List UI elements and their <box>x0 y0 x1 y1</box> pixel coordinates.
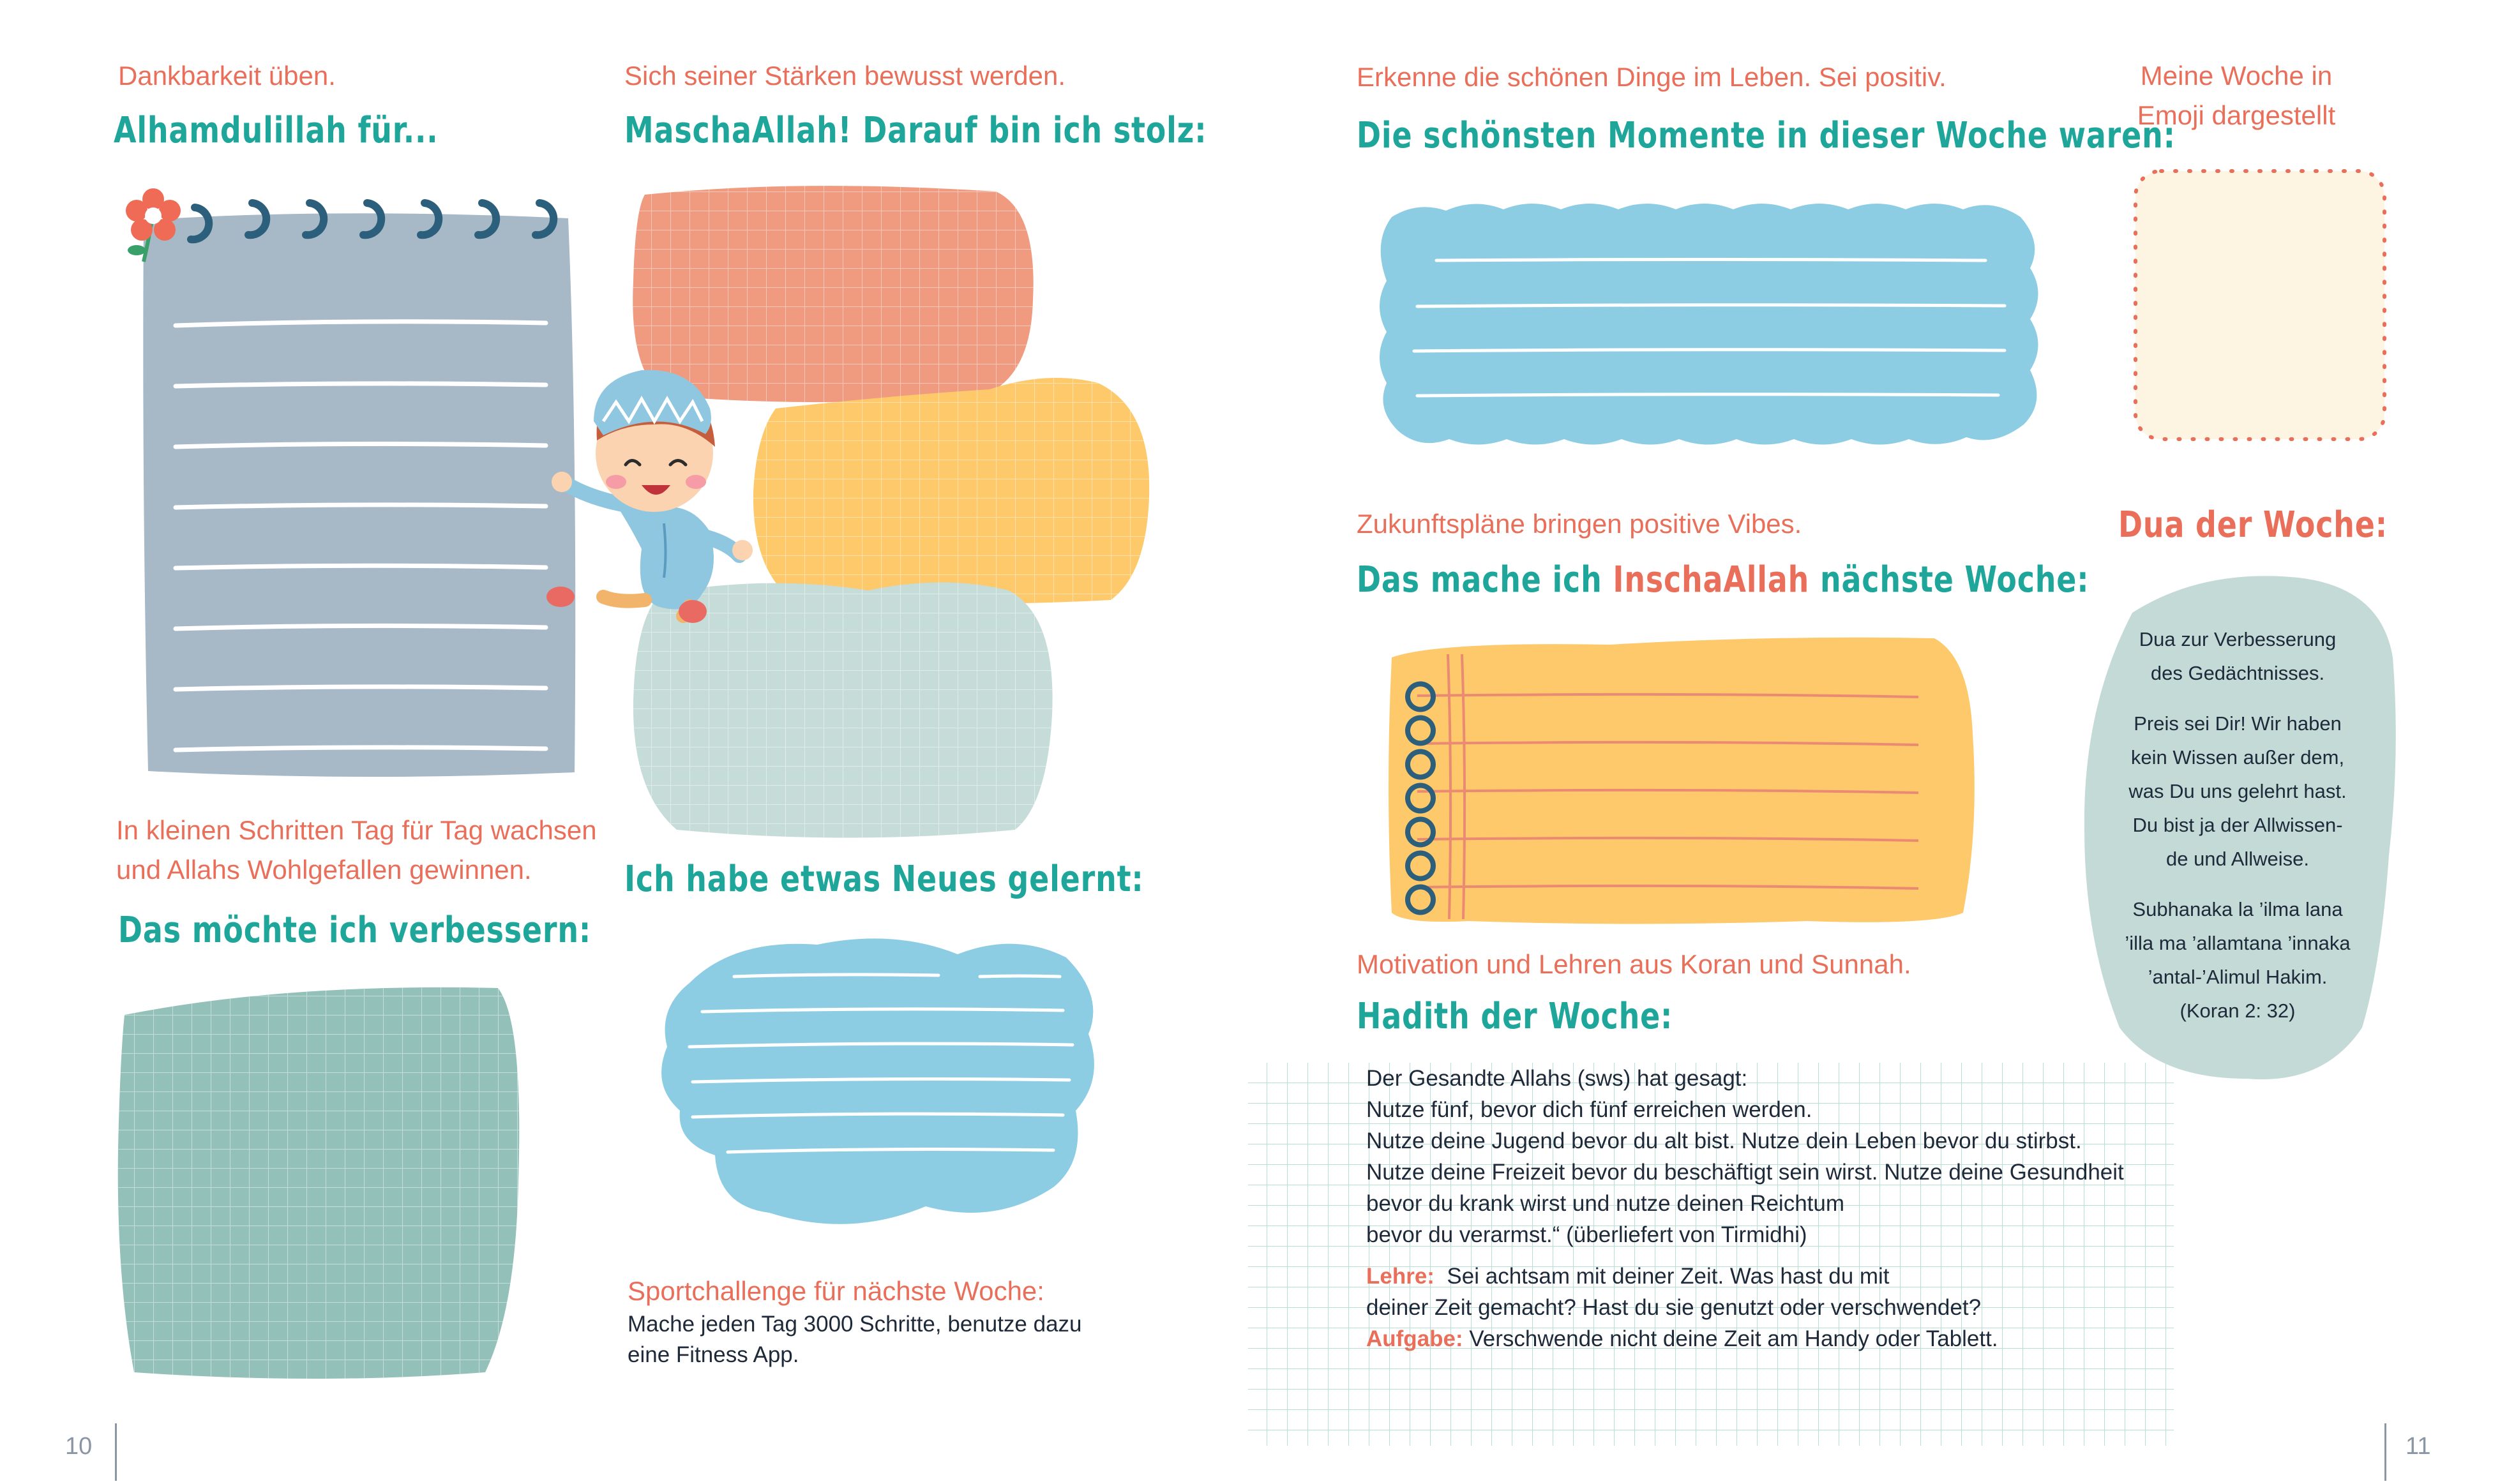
sport-text-line2: eine Fitness App. <box>628 1342 799 1367</box>
dua-line: de und Allweise. <box>2165 848 2310 870</box>
task-label: Aufgabe: <box>1366 1326 1463 1351</box>
hadith-lesson-line1 <box>1366 1261 2124 1292</box>
emoji-label-line2: Emoji dargestellt <box>2137 100 2336 130</box>
plans-heading-highlight: InschaAllah <box>1613 559 1810 601</box>
dua-spacer <box>2084 876 2391 892</box>
dua-line: Subhanaka la ’ilma lana <box>2132 898 2343 920</box>
plans-heading-post: nächste Woche: <box>1809 559 2090 601</box>
hadith-task-line <box>1366 1323 2124 1354</box>
plans-heading-pre: Das mache ich <box>1357 559 1613 601</box>
dua-line: ’illa ma ’allamtana ’innaka <box>2125 932 2351 954</box>
dua-heading: Dua der Woche: <box>2118 504 2388 546</box>
dua-line: (Koran 2: 32) <box>2180 1000 2296 1022</box>
page-number-right: 11 <box>2406 1433 2431 1460</box>
hadith-subtitle: Motivation und Lehren aus Koran und Sunnah. <box>1357 949 1911 979</box>
dua-line: Dua zur Verbesserung <box>2139 628 2337 650</box>
plans-notepad <box>1389 638 1975 924</box>
hadith-line: Nutze fünf, bevor dich fünf erreichen werden. <box>1366 1097 1812 1122</box>
improve-subtitle-line2: und Allahs Wohlgefallen gewinnen. <box>116 855 532 885</box>
hadith-line: Der Gesandte Allahs (sws) hat gesagt: <box>1366 1066 1748 1091</box>
dua-line: was Du uns gelehrt hast. <box>2128 780 2347 802</box>
hadith-line: Nutze deine Freizeit bevor du beschäftigt sein wirst. Nutze deine Gesundheit <box>1366 1160 2124 1185</box>
moments-cloud <box>1380 204 2038 445</box>
page-number-left: 10 <box>65 1433 93 1460</box>
strengths-heading: MaschaAllah! Darauf bin ich stolz: <box>624 110 1207 151</box>
dua-line: Preis sei Dir! Wir haben <box>2134 712 2342 735</box>
improve-box <box>118 987 520 1379</box>
strengths-boxes <box>633 186 1149 837</box>
learned-heading: Ich habe etwas Neues gelernt: <box>624 858 1144 900</box>
dua-line: Du bist ja der Allwissen- <box>2132 814 2343 836</box>
plans-heading <box>1357 559 2089 601</box>
gratitude-heading: Alhamdulillah für... <box>114 110 439 151</box>
dua-text <box>2084 622 2391 1028</box>
learned-cloud <box>661 938 1094 1224</box>
sport-text-line1: Mache jeden Tag 3000 Schritte, benutze dazu <box>628 1312 1082 1337</box>
dua-spacer <box>2084 690 2391 707</box>
dua-line: kein Wissen außer dem, <box>2130 746 2345 768</box>
page-divider-left <box>115 1423 117 1481</box>
lesson-label: Lehre: <box>1366 1264 1434 1289</box>
moments-subtitle: Erkenne die schönen Dinge im Leben. Sei positiv. <box>1357 62 1947 92</box>
emoji-label-line1: Meine Woche in <box>2140 61 2333 91</box>
kid-mascot-illustration <box>546 370 753 623</box>
task-text: Verschwende nicht deine Zeit am Handy oder Tablett. <box>1469 1326 1998 1351</box>
hadith-line: bevor du krank wirst und nutze deinen Reichtum <box>1366 1191 1845 1216</box>
dua-line: ’antal-’Alimul Hakim. <box>2148 966 2328 988</box>
plans-subtitle: Zukunftspläne bringen positive Vibes. <box>1357 509 1802 539</box>
dua-line: des Gedächtnisses. <box>2150 662 2325 684</box>
gratitude-notepad <box>126 188 575 777</box>
hadith-lesson-line2: deiner Zeit gemacht? Hast du sie genutzt oder verschwendet? <box>1366 1295 1982 1320</box>
hadith-heading: Hadith der Woche: <box>1357 996 1673 1037</box>
emoji-frame <box>2135 171 2384 439</box>
lesson-text-line1: Sei achtsam mit deiner Zeit. Was hast du mit <box>1447 1264 1890 1289</box>
strengths-subtitle: Sich seiner Stärken bewusst werden. <box>624 61 1066 91</box>
sport-subtitle: Sportchallenge für nächste Woche: <box>628 1276 1044 1306</box>
hadith-text <box>1366 1063 2124 1354</box>
gratitude-subtitle: Dankbarkeit üben. <box>118 61 336 91</box>
page-divider-right <box>2384 1423 2386 1481</box>
hadith-line: Nutze deine Jugend bevor du alt bist. Nutze dein Leben bevor du stirbst. <box>1366 1128 2082 1153</box>
moments-heading: Die schönsten Momente in dieser Woche waren: <box>1357 115 2176 156</box>
improve-heading: Das möchte ich verbessern: <box>118 910 592 951</box>
improve-subtitle-line1: In kleinen Schritten Tag für Tag wachsen <box>116 815 597 845</box>
hadith-line: bevor du verarmst.“ (überliefert von Tirmidhi) <box>1366 1222 1807 1247</box>
